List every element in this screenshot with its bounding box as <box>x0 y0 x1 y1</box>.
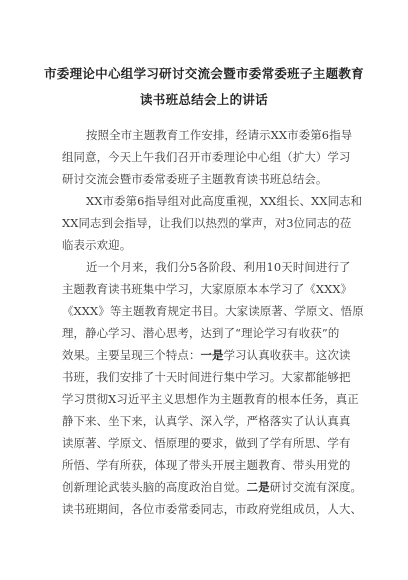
paragraph-1-line-3: 研讨交流会暨市委常委班子主题教育读书班总结会。 <box>62 172 328 186</box>
point-two-text: 研讨交流有深度。 <box>269 480 363 494</box>
document-title-line-1: 市委理论中心组学习研讨交流会暨市委常委班子主题教育 <box>43 66 364 81</box>
paragraph-2-line-3: 临表示欢迎。 <box>62 238 132 252</box>
point-one-label: 一是 <box>200 348 224 362</box>
paragraph-2-line-1: XX市委第6指导组对此高度重视，XX组长、XX同志和 <box>86 194 363 208</box>
paragraph-3-line-11 <box>62 480 372 494</box>
paragraph-3-line-1: 近一个月来，我们分5各阶段、利用10天时间进行了 <box>86 260 351 274</box>
paragraph-3-line-12: 读书班期间，各位市委常委同志，市政府党组成员，人大、 <box>62 502 363 516</box>
paragraph-3-line-9: 读原著、学原文、悟原理的要求，做到了学有所思、学有 <box>62 436 351 450</box>
paragraph-3-line-2: 主题教育读书班集中学习，大家原原本本学习了《XXX》 <box>62 282 353 296</box>
paragraph-3-line-11-text: 创新理论武装头脑的高度政治自觉。 <box>62 480 247 494</box>
paragraph-3-line-8: 静下来、坐下来，认真学、深入学，严格落实了认认真真 <box>62 414 351 428</box>
paragraph-3-line-10: 所悟、学有所获，体现了带头开展主题教育、带头用党的 <box>62 458 351 472</box>
paragraph-1-line-1: 按照全市主题教育工作安排，经请示XX市委第6指导 <box>86 128 353 142</box>
paragraph-3-line-7: 学习贯彻X习近平主义思想作为主题教育的根本任务，真正 <box>62 392 359 406</box>
paragraph-1-line-2: 组同意，今天上午我们召开市委理论中心组（扩大）学习 <box>62 150 351 164</box>
paragraph-3-line-6: 书班，我们安排了十天时间进行集中学习。大家都能够把 <box>62 370 351 384</box>
document-title-line-2: 读书班总结会上的讲话 <box>139 92 268 107</box>
paragraph-3-line-4: 理，静心学习、潜心思考，达到了“理论学习有收获”的 <box>62 326 340 340</box>
paragraph-3-line-5 <box>62 348 372 362</box>
paragraph-3-line-5-text: 效果。主要呈现三个特点： <box>62 348 201 362</box>
point-one-text: 学习认真收获丰。这次读 <box>223 348 351 362</box>
point-two-label: 二是 <box>246 480 270 494</box>
paragraph-3-line-3: 《XXX》等主题教育规定书目。大家读原著、学原文、悟原 <box>62 304 364 318</box>
paragraph-2-line-2: XX同志到会指导，让我们以热烈的掌声，对3位同志的莅 <box>62 216 352 230</box>
